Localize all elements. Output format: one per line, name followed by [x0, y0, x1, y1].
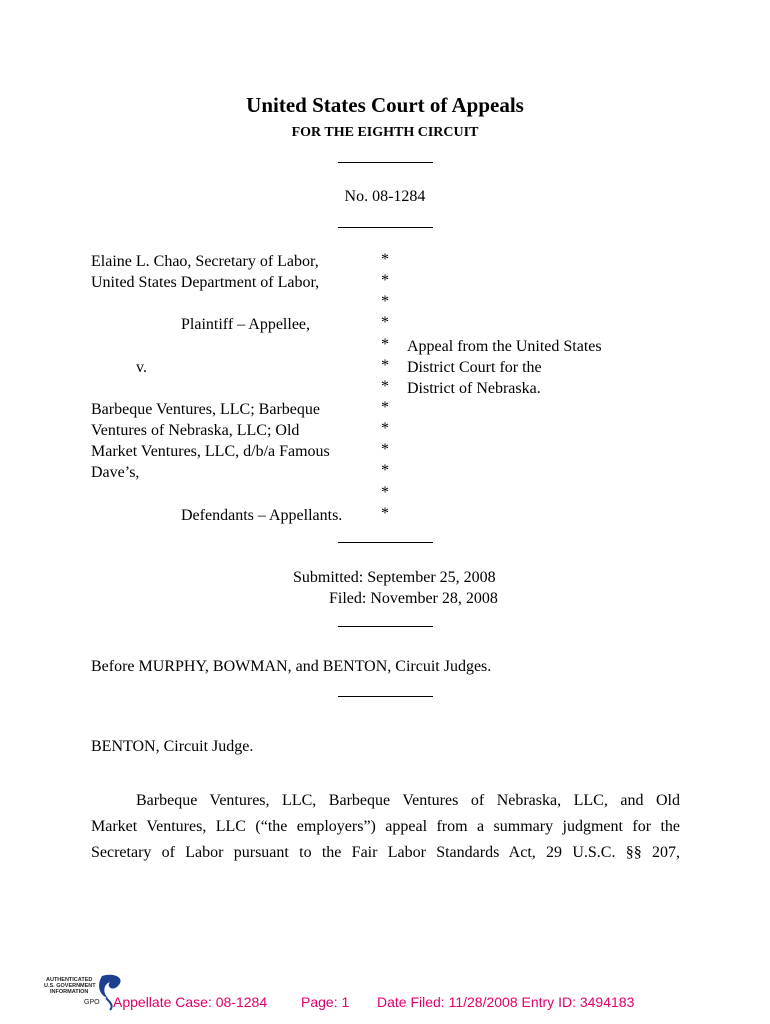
- divider-rule: [338, 696, 433, 697]
- logo-mark: GPO: [84, 999, 100, 1006]
- divider-rule: [338, 542, 433, 543]
- case-number: No. 08-1284: [344, 188, 426, 205]
- defendant-role: Defendants – Appellants.: [181, 507, 343, 524]
- footer-date-filed: Date Filed: 11/28/2008 Entry ID: 3494183: [377, 994, 635, 1010]
- opinion-line-2: Market Ventures, LLC (“the employers”) appeal from a summary judgment for the: [91, 818, 680, 835]
- divider-rule: [338, 227, 433, 228]
- caption-star: *: [381, 399, 389, 416]
- divider-rule: [338, 162, 433, 163]
- caption-star: *: [381, 293, 389, 310]
- defendant-line-3: Market Ventures, LLC, d/b/a Famous: [91, 443, 330, 460]
- caption-star: *: [381, 378, 389, 395]
- logo-line-1: AUTHENTICATED: [46, 977, 93, 983]
- plaintiff-name-line-2: United States Department of Labor,: [91, 274, 320, 291]
- panel-judges: Before MURPHY, BOWMAN, and BENTON, Circuit Judges.: [91, 658, 492, 675]
- defendant-line-1: Barbeque Ventures, LLC; Barbeque: [91, 401, 320, 418]
- logo-line-3: INFORMATION: [50, 989, 89, 995]
- caption-star: *: [381, 420, 389, 437]
- plaintiff-name-line-1: Elaine L. Chao, Secretary of Labor,: [91, 253, 319, 270]
- defendant-line-2: Ventures of Nebraska, LLC; Old: [91, 422, 300, 439]
- logo-line-2: U.S. GOVERNMENT: [44, 983, 96, 989]
- caption-star: *: [381, 462, 389, 479]
- filed-date: Filed: November 28, 2008: [329, 590, 498, 607]
- versus: v.: [136, 359, 147, 376]
- caption-star: *: [381, 484, 389, 501]
- defendant-line-4: Dave’s,: [91, 464, 140, 481]
- plaintiff-role: Plaintiff – Appellee,: [181, 316, 311, 333]
- divider-rule: [338, 626, 433, 627]
- appeal-line-1: Appeal from the United States: [407, 338, 602, 355]
- caption-star: *: [381, 357, 389, 374]
- caption-star: *: [381, 314, 389, 331]
- caption-star: *: [381, 441, 389, 458]
- court-title: United States Court of Appeals: [246, 93, 524, 117]
- opinion-paragraph: [91, 788, 680, 866]
- appeal-line-3: District of Nebraska.: [407, 380, 541, 397]
- opinion-author: BENTON, Circuit Judge.: [91, 738, 254, 755]
- opinion-line-3: Secretary of Labor pursuant to the Fair Labor Standards Act, 29 U.S.C. §§ 207,: [91, 844, 680, 861]
- footer-case-number: Appellate Case: 08-1284: [113, 994, 268, 1010]
- caption-star: *: [381, 336, 389, 353]
- circuit-name: FOR THE EIGHTH CIRCUIT: [291, 125, 479, 140]
- caption-star: *: [381, 505, 389, 522]
- caption-star: *: [381, 272, 389, 289]
- footer-page: Page: 1: [301, 994, 350, 1010]
- caption-star: *: [381, 251, 389, 268]
- opinion-line-1: Barbeque Ventures, LLC, Barbeque Ventures of Nebraska, LLC, and Old: [136, 792, 680, 809]
- appeal-line-2: District Court for the: [407, 359, 542, 376]
- submitted-date: Submitted: September 25, 2008: [293, 569, 496, 586]
